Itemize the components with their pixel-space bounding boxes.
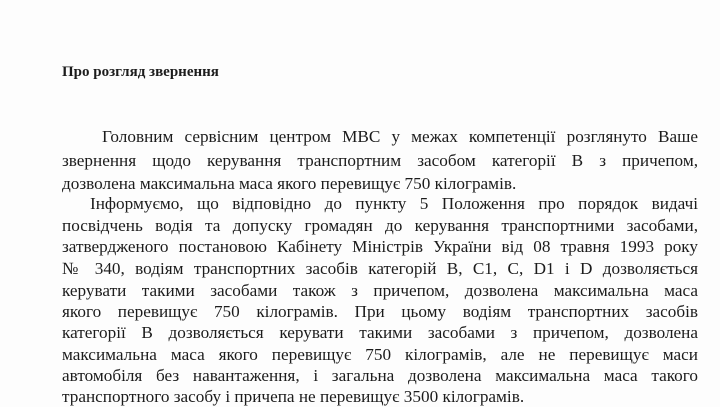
letter-heading: Про розгляд звернення (62, 64, 219, 80)
text-line: звернення щодо керування транспортним засобом категорії B з причепом, (62, 151, 698, 170)
text-line: № 340, водіям транспортних засобів категорій B, C1, C, D1 і D дозволяється (62, 259, 698, 278)
text-line: транспортного засобу і причепа не перевищує 3500 кілограмів. (62, 387, 525, 406)
text-line: категорії B дозволяється керувати такими засобами з причепом, дозволена (62, 323, 698, 342)
text-line: дозволена максимальна маса якого перевищує 750 кілограмів. (62, 174, 517, 193)
text-line: Інформуємо, що відповідно до пункту 5 Положення про порядок видачі (90, 194, 698, 213)
text-line: Головним сервісним центром МВС у межах компетенції розглянуто Ваше (102, 127, 698, 146)
text-line: максимальна маса якого перевищує 750 кілограмів, але не перевищує маси (62, 345, 698, 364)
text-line: автомобіля без навантаження, і загальна дозволена максимальна маса такого (62, 366, 698, 385)
text-line: якого перевищує 750 кілограмів. При цьому водіям транспортних засобів (62, 302, 698, 321)
text-line: затвердженого постановою Кабінету Міністрів України від 08 травня 1993 року (62, 237, 698, 256)
text-line: посвідчень водія та допуску громадян до керування транспортними засобами, (62, 216, 698, 235)
text-line: керувати такими засобами також з причепом, дозволена максимальна маса (62, 281, 698, 300)
